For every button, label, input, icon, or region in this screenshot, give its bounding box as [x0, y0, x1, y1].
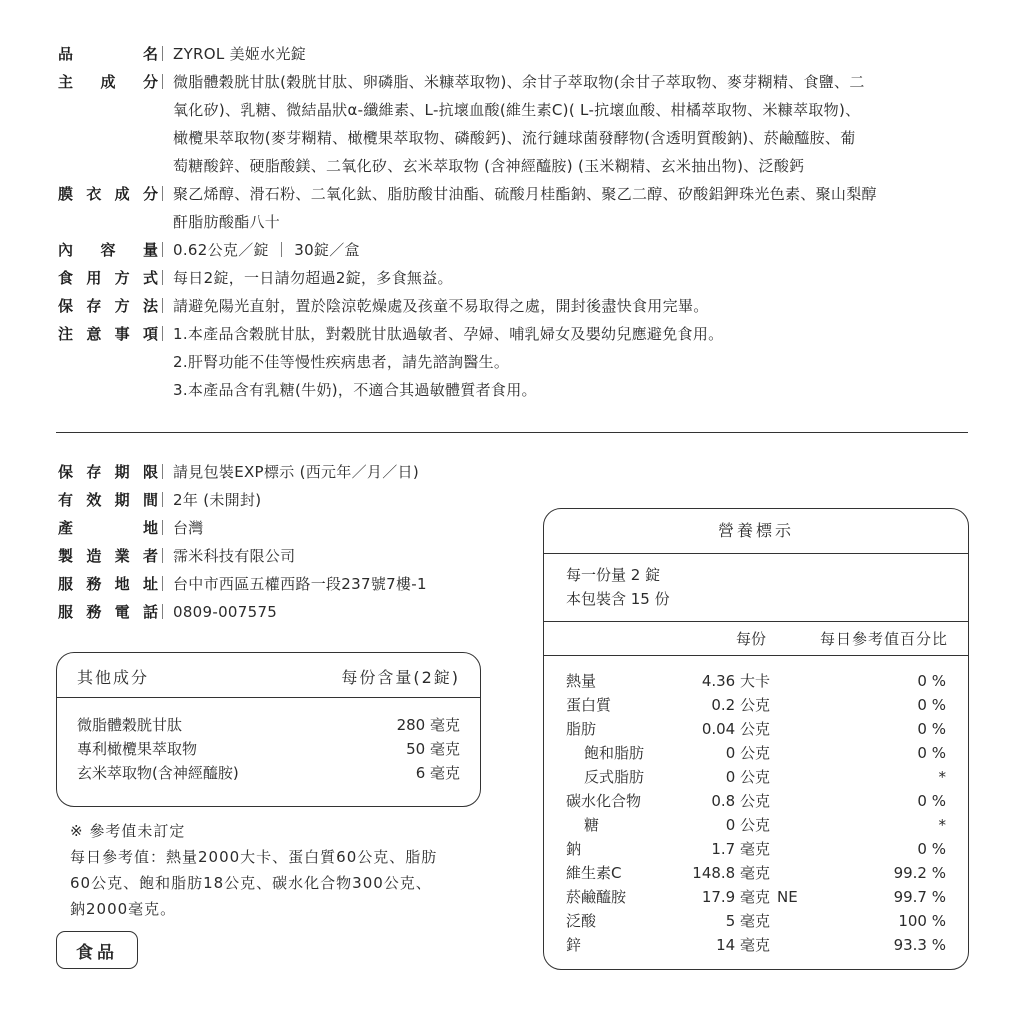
spec-label-char: 期 [114, 491, 130, 509]
spec-row [58, 320, 978, 404]
spec-label-char: 注 [58, 325, 74, 343]
spec-value [173, 40, 978, 68]
other-ingredients-box [56, 652, 481, 807]
nutrient-name: 泛酸 [566, 912, 597, 930]
ingredient-name: 玄米萃取物(含神經醯胺) [77, 764, 239, 782]
spec-label-char: 用 [86, 269, 102, 287]
spec-separator: ｜ [155, 575, 171, 593]
nutrition-title: 營養標示 [544, 509, 968, 554]
spec-label-char: 地 [114, 575, 130, 593]
nutrition-rows [544, 669, 968, 957]
nutrition-row [544, 789, 968, 813]
spec-label-char: 產 [58, 519, 74, 537]
nutrient-ne-unit: NE [777, 888, 798, 906]
nutrition-row [544, 837, 968, 861]
nutrient-name: 熱量 [566, 672, 597, 690]
ingredient-name: 專利橄欖果萃取物 [77, 740, 198, 758]
other-ingredients-list [77, 713, 460, 785]
nutrient-per-serving: 17.9 毫克 [701, 888, 770, 906]
spec-label-char: 分 [142, 73, 158, 91]
spec-row [58, 40, 978, 68]
spec-label-char: 方 [114, 269, 130, 287]
spec-value-line: 0.62公克／錠 ｜ 30錠／盒 [173, 241, 360, 259]
spec-label [58, 514, 158, 542]
spec-label-char: 服 [58, 575, 74, 593]
spec-label-char: 成 [100, 73, 116, 91]
spec-label-char: 製 [58, 547, 74, 565]
spec-value-line: 聚乙烯醇、滑石粉、二氧化鈦、脂肪酸甘油酯、硫酸月桂酯鈉、聚乙二醇、矽酸鋁鉀珠光色素、聚山梨醇 [173, 185, 877, 203]
other-ingredient-row [77, 761, 460, 785]
nutrient-daily-value: 0 % [917, 792, 946, 810]
nutrient-daily-value: 0 % [917, 672, 946, 690]
nutrient-per-serving: 148.8 毫克 [692, 864, 770, 882]
spec-value-line: 每日2錠，一日請勿超過2錠，多食無益。 [173, 269, 453, 287]
spec-label-char: 務 [86, 603, 102, 621]
spec-row [58, 458, 978, 486]
nutrition-row [544, 765, 968, 789]
spec-label-char: 電 [114, 603, 130, 621]
spec-separator: ｜ [155, 463, 171, 481]
spec-value-line: 氧化矽)、乳糖、微結晶狀α-纖維素、L-抗壞血酸(維生素C)( L-抗壞血酸、柑橘萃取物、米糠萃取物)、 [173, 101, 861, 119]
spec-value-line: ZYROL 美姬水光錠 [173, 45, 307, 63]
nutrient-daily-value: 0 % [917, 840, 946, 858]
nutrition-row [544, 741, 968, 765]
reference-note-line: 每日參考值：熱量2000大卡、蛋白質60公克、脂肪 [70, 848, 438, 866]
spec-label-char: 保 [58, 297, 74, 315]
spec-label-char: 業 [114, 547, 130, 565]
spec-label-char: 名 [142, 45, 158, 63]
other-ingredient-row [77, 713, 460, 737]
spec-value-line: 酐脂肪酸酯八十 [173, 213, 281, 231]
nutrition-row [544, 717, 968, 741]
spec-label-char: 務 [86, 575, 102, 593]
spec-label-char: 服 [58, 603, 74, 621]
section-divider [56, 432, 968, 433]
nutrient-per-serving: 5 毫克 [725, 912, 770, 930]
spec-label-char: 項 [142, 325, 158, 343]
nutrient-daily-value: 0 % [917, 744, 946, 762]
serving-size: 每一份量 2 錠 [566, 566, 661, 584]
other-ingredients-amount-header: 每份含量(2錠) [341, 668, 460, 687]
nutrition-row [544, 933, 968, 957]
spec-value-line: 2年 (未開封) [173, 491, 262, 509]
nutrient-name: 鋅 [566, 936, 582, 954]
spec-label-char: 膜 [58, 185, 74, 203]
nutrition-row [544, 909, 968, 933]
col-per-serving: 每份 [736, 630, 767, 648]
spec-label-char: 食 [58, 269, 74, 287]
nutrition-row [544, 861, 968, 885]
spec-value-line: 請避免陽光直射，置於陰涼乾燥處及孩童不易取得之處，開封後盡快食用完畢。 [173, 297, 709, 315]
spec-label [58, 598, 158, 626]
spec-label-char: 造 [86, 547, 102, 565]
spec-row [58, 68, 978, 180]
nutrient-per-serving: 0 公克 [725, 768, 770, 786]
spec-value [173, 180, 978, 236]
spec-label-char: 有 [58, 491, 74, 509]
spec-label-char: 法 [142, 297, 158, 315]
spec-label-char: 間 [142, 491, 158, 509]
spec-label [58, 570, 158, 598]
spec-separator: ｜ [155, 325, 171, 343]
spec-separator: ｜ [155, 603, 171, 621]
spec-label-char: 分 [142, 185, 158, 203]
nutrition-row [544, 693, 968, 717]
spec-label [58, 486, 158, 514]
reference-note-line: 60公克、飽和脂肪18公克、碳水化合物300公克、 [70, 874, 432, 892]
other-ingredients-title: 其他成分 [77, 668, 150, 687]
nutrient-daily-value: 0 % [917, 720, 946, 738]
nutrition-facts-box [543, 508, 969, 970]
nutrient-per-serving: 0 公克 [725, 744, 770, 762]
spec-value [173, 68, 978, 180]
spec-label-char: 限 [142, 463, 158, 481]
spec-label [58, 68, 158, 96]
spec-value-line: 霈米科技有限公司 [173, 547, 296, 565]
spec-row [58, 180, 978, 236]
ingredient-name: 微脂體穀胱甘肽 [77, 716, 183, 734]
spec-separator: ｜ [155, 241, 171, 259]
spec-label-char: 存 [86, 463, 102, 481]
spec-value [173, 292, 978, 320]
nutrient-per-serving: 0.8 公克 [711, 792, 770, 810]
spec-label [58, 264, 158, 292]
spec-row [58, 264, 978, 292]
spec-label [58, 180, 158, 208]
nutrient-per-serving: 14 毫克 [716, 936, 770, 954]
col-daily-value: 每日參考值百分比 [819, 630, 948, 648]
nutrient-name: 維生素C [566, 864, 622, 882]
spec-label [58, 542, 158, 570]
servings-per-package: 本包裝含 15 份 [566, 590, 670, 608]
nutrient-name: 飽和脂肪 [584, 744, 645, 762]
spec-label-char: 內 [58, 241, 74, 259]
spec-label-char: 話 [142, 603, 158, 621]
spec-value-line: 台中市西區五權西路一段237號7樓-1 [173, 575, 427, 593]
spec-label-char: 效 [86, 491, 102, 509]
spec-label-char: 主 [58, 73, 74, 91]
nutrition-row [544, 885, 968, 909]
spec-label-char: 方 [114, 297, 130, 315]
spec-value [173, 264, 978, 292]
nutrient-per-serving: 0 公克 [725, 816, 770, 834]
spec-label-char: 品 [58, 45, 74, 63]
nutrient-daily-value: 93.3 % [893, 936, 946, 954]
nutrient-name: 鈉 [566, 840, 582, 858]
nutrient-daily-value: 0 % [917, 696, 946, 714]
spec-label-char: 容 [100, 241, 116, 259]
spec-label-char: 期 [114, 463, 130, 481]
reference-note-line: ※ 參考值未訂定 [70, 822, 186, 840]
spec-label [58, 40, 158, 68]
spec-value [173, 458, 978, 486]
spec-label-char: 衣 [86, 185, 102, 203]
spec-separator: ｜ [155, 547, 171, 565]
ingredient-amount: 280 毫克 [396, 716, 460, 734]
nutrient-name: 菸鹼醯胺 [566, 888, 627, 906]
nutrient-name: 碳水化合物 [566, 792, 642, 810]
nutrient-name: 糖 [584, 816, 600, 834]
ingredient-amount: 6 毫克 [415, 764, 460, 782]
nutrient-per-serving: 4.36 大卡 [701, 672, 770, 690]
spec-label [58, 236, 158, 264]
nutrient-per-serving: 0.2 公克 [711, 696, 770, 714]
reference-note-line: 鈉2000毫克。 [70, 900, 177, 918]
food-badge: 食品 [56, 931, 138, 969]
spec-value-line: 台灣 [173, 519, 204, 537]
ingredient-amount: 50 毫克 [406, 740, 460, 758]
nutrient-daily-value: * [938, 768, 946, 786]
reference-note [70, 818, 490, 922]
spec-label-char: 址 [142, 575, 158, 593]
spec-value-line: 萄糖酸鋅、硬脂酸鎂、二氧化矽、玄米萃取物 (含神經醯胺) (玉米糊精、玄米抽出物)、泛酸鈣 [173, 157, 805, 175]
spec-section-top [58, 40, 978, 404]
nutrition-row [544, 813, 968, 837]
spec-label-char: 者 [142, 547, 158, 565]
spec-separator: ｜ [155, 519, 171, 537]
spec-value-line: 3.本產品含有乳糖(牛奶)，不適合其過敏體質者食用。 [173, 381, 537, 399]
spec-value-line: 2.肝腎功能不佳等慢性疾病患者，請先諮詢醫生。 [173, 353, 510, 371]
spec-value-line: 請見包裝EXP標示 (西元年／月／日) [173, 463, 419, 481]
spec-row [58, 236, 978, 264]
spec-separator: ｜ [155, 269, 171, 287]
spec-label-char: 地 [142, 519, 158, 537]
spec-label-char: 量 [142, 241, 158, 259]
spec-row [58, 292, 978, 320]
spec-value-line: 0809-007575 [173, 603, 278, 621]
spec-separator: ｜ [155, 45, 171, 63]
spec-value [173, 236, 978, 264]
spec-value [173, 320, 978, 404]
spec-value-line: 橄欖果萃取物(麥芽糊精、橄欖果萃取物、磷酸鈣)、流行鏈球菌發酵物(含透明質酸鈉)、菸鹼醯胺、葡 [173, 129, 856, 147]
other-ingredients-header [57, 653, 480, 698]
spec-separator: ｜ [155, 185, 171, 203]
spec-separator: ｜ [155, 297, 171, 315]
spec-separator: ｜ [155, 73, 171, 91]
spec-label-char: 成 [114, 185, 130, 203]
nutrition-serving [544, 553, 968, 622]
spec-label-char: 事 [114, 325, 130, 343]
spec-label [58, 292, 158, 320]
nutrient-per-serving: 0.04 公克 [701, 720, 770, 738]
spec-separator: ｜ [155, 491, 171, 509]
nutrient-daily-value: 99.7 % [893, 888, 946, 906]
spec-value-line: 1.本產品含穀胱甘肽，對穀胱甘肽過敏者、孕婦、哺乳婦女及嬰幼兒應避免食用。 [173, 325, 724, 343]
nutrient-daily-value: 100 % [898, 912, 946, 930]
nutrition-row [544, 669, 968, 693]
spec-label [58, 458, 158, 486]
nutrient-name: 蛋白質 [566, 696, 612, 714]
nutrition-column-headers [544, 621, 968, 656]
nutrient-name: 脂肪 [566, 720, 597, 738]
nutrient-daily-value: 99.2 % [893, 864, 946, 882]
spec-label-char: 存 [86, 297, 102, 315]
spec-label-char: 保 [58, 463, 74, 481]
nutrient-daily-value: * [938, 816, 946, 834]
spec-value-line: 微脂體穀胱甘肽(穀胱甘肽、卵磷脂、米糠萃取物)、余甘子萃取物(余甘子萃取物、麥芽糊精、食鹽、二 [173, 73, 865, 91]
spec-label-char: 意 [86, 325, 102, 343]
nutrient-per-serving: 1.7 毫克 [711, 840, 770, 858]
spec-label-char: 式 [142, 269, 158, 287]
spec-label [58, 320, 158, 348]
other-ingredient-row [77, 737, 460, 761]
nutrient-name: 反式脂肪 [584, 768, 645, 786]
